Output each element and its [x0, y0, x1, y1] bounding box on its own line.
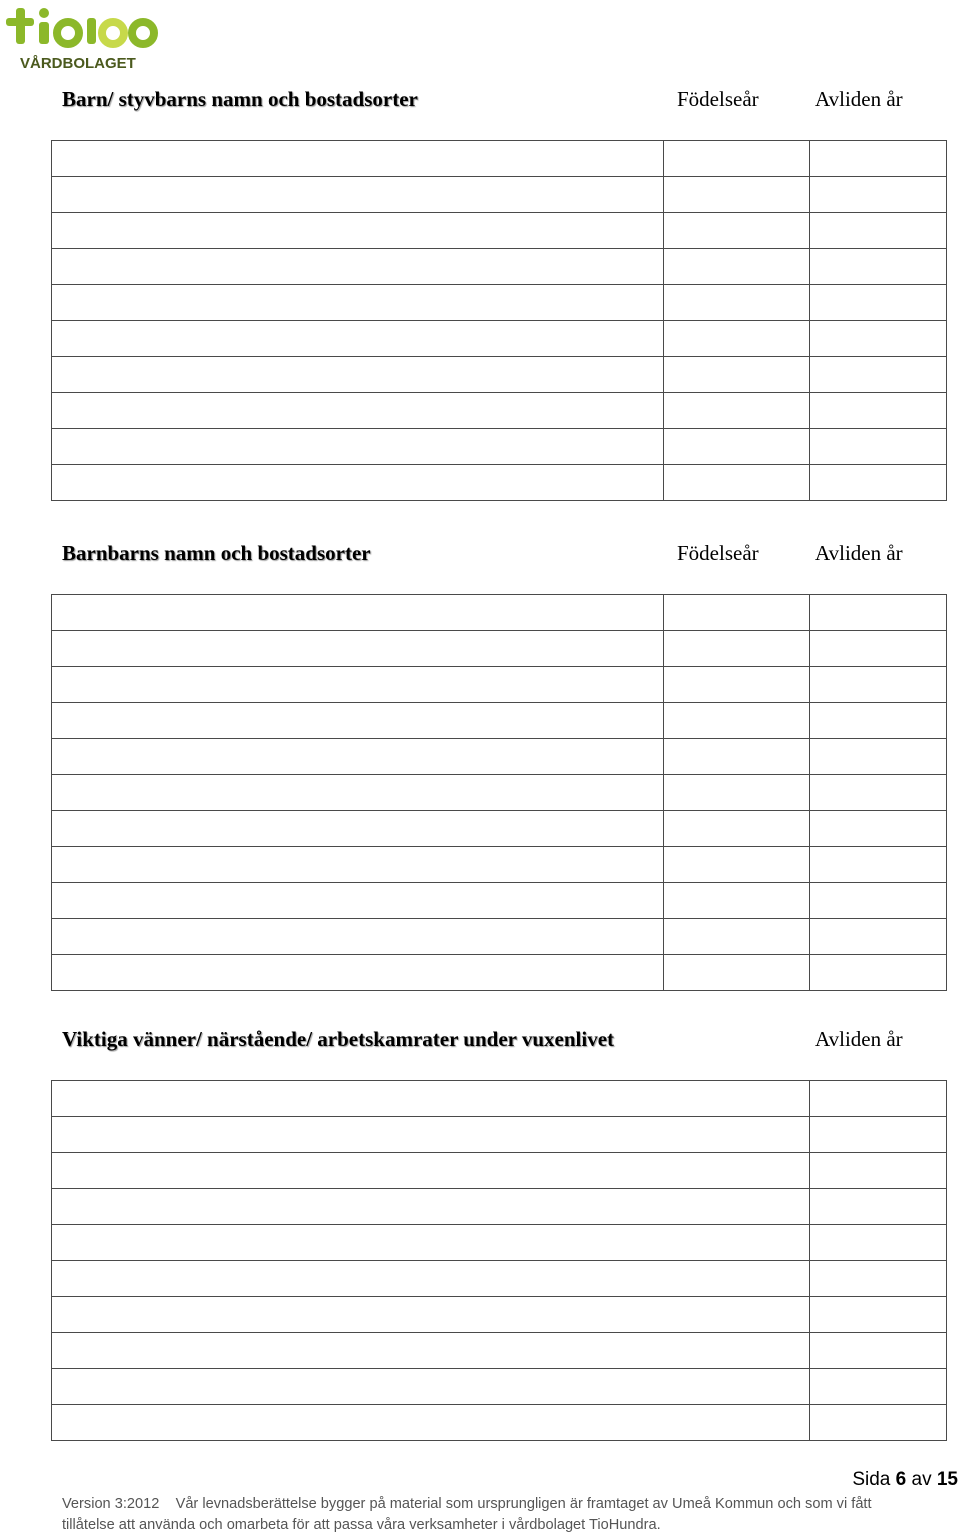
table-row — [52, 595, 947, 631]
table-row — [52, 1405, 947, 1441]
page-current: 6 — [895, 1469, 907, 1490]
table-row — [52, 177, 947, 213]
name-cell[interactable] — [52, 465, 664, 501]
table-row — [52, 1297, 947, 1333]
table-row — [52, 703, 947, 739]
table-row — [52, 1081, 947, 1117]
birth-year-cell[interactable] — [664, 703, 810, 739]
death-year-cell[interactable] — [810, 393, 947, 429]
death-year-cell[interactable] — [810, 667, 947, 703]
name-cell[interactable] — [52, 1405, 810, 1441]
death-year-cell[interactable] — [810, 465, 947, 501]
name-cell[interactable] — [52, 811, 664, 847]
death-year-cell[interactable] — [810, 1189, 947, 1225]
table-row — [52, 1333, 947, 1369]
name-cell[interactable] — [52, 141, 664, 177]
birth-year-cell[interactable] — [664, 357, 810, 393]
birth-year-cell[interactable] — [664, 285, 810, 321]
name-cell[interactable] — [52, 739, 664, 775]
footer-line-2: tillåtelse att använda och omarbeta för att passa våra verksamheter i vårdbolaget TioHundra. — [62, 1517, 661, 1533]
table-row — [52, 1261, 947, 1297]
name-cell[interactable] — [52, 955, 664, 991]
table-row — [52, 465, 947, 501]
footer — [62, 1494, 952, 1536]
logo-subtitle: VÅRDBOLAGET — [20, 55, 136, 72]
death-year-cell[interactable] — [810, 357, 947, 393]
death-year-cell[interactable] — [810, 775, 947, 811]
birth-year-cell[interactable] — [664, 321, 810, 357]
table-row — [52, 739, 947, 775]
table-row — [52, 631, 947, 667]
death-year-cell[interactable] — [810, 213, 947, 249]
birth-year-cell[interactable] — [664, 667, 810, 703]
name-cell[interactable] — [52, 429, 664, 465]
death-year-cell[interactable] — [810, 1117, 947, 1153]
table-row — [52, 1117, 947, 1153]
table-row — [52, 775, 947, 811]
birth-year-cell[interactable] — [664, 739, 810, 775]
birth-year-cell[interactable] — [664, 847, 810, 883]
table-row — [52, 883, 947, 919]
birth-year-cell[interactable] — [664, 919, 810, 955]
table-row — [52, 1225, 947, 1261]
death-year-cell[interactable] — [810, 177, 947, 213]
death-year-cell[interactable] — [810, 141, 947, 177]
column-label-death-year: Avliden år — [815, 87, 903, 111]
table-row — [52, 249, 947, 285]
page-total: 15 — [936, 1469, 958, 1490]
table-children — [51, 140, 947, 501]
table-row — [52, 1153, 947, 1189]
birth-year-cell[interactable] — [664, 393, 810, 429]
name-cell[interactable] — [52, 1081, 810, 1117]
death-year-cell[interactable] — [810, 595, 947, 631]
death-year-cell[interactable] — [810, 285, 947, 321]
birth-year-cell[interactable] — [664, 249, 810, 285]
table-row — [52, 429, 947, 465]
birth-year-cell[interactable] — [664, 465, 810, 501]
death-year-cell[interactable] — [810, 955, 947, 991]
table-row — [52, 811, 947, 847]
death-year-cell[interactable] — [810, 429, 947, 465]
footer-line-1: Version 3:2012 Vår levnadsberättelse bygger på material som ursprungligen är framtaget av Umeå Kommun och som vi fått — [62, 1496, 872, 1512]
birth-year-cell[interactable] — [664, 955, 810, 991]
section-heading-children: Barn/ styvbarns namn och bostadsorter — [62, 87, 418, 111]
death-year-cell[interactable] — [810, 847, 947, 883]
name-cell[interactable] — [52, 1225, 810, 1261]
table-row — [52, 393, 947, 429]
name-cell[interactable] — [52, 703, 664, 739]
death-year-cell[interactable] — [810, 739, 947, 775]
death-year-cell[interactable] — [810, 1153, 947, 1189]
section-heading-grandchildren: Barnbarns namn och bostadsorter — [62, 541, 371, 565]
table-row — [52, 321, 947, 357]
table-grandchildren — [51, 594, 947, 991]
birth-year-cell[interactable] — [664, 429, 810, 465]
table-row — [52, 667, 947, 703]
name-cell[interactable] — [52, 595, 664, 631]
logo-graphic — [4, 4, 164, 74]
column-label-birth-year: Födelseår — [677, 87, 759, 111]
death-year-cell[interactable] — [810, 321, 947, 357]
section-heading-friends: Viktiga vänner/ närstående/ arbetskamrater under vuxenlivet — [62, 1027, 615, 1051]
name-cell[interactable] — [52, 1261, 810, 1297]
birth-year-cell[interactable] — [664, 631, 810, 667]
name-cell[interactable] — [52, 357, 664, 393]
name-cell[interactable] — [52, 285, 664, 321]
page-prefix: Sida — [852, 1469, 891, 1490]
name-cell[interactable] — [52, 883, 664, 919]
name-cell[interactable] — [52, 631, 664, 667]
name-cell[interactable] — [52, 1153, 810, 1189]
column-label-death-year: Avliden år — [815, 1027, 903, 1051]
birth-year-cell[interactable] — [664, 775, 810, 811]
table-row — [52, 1189, 947, 1225]
column-label-birth-year: Födelseår — [677, 541, 759, 565]
death-year-cell[interactable] — [810, 919, 947, 955]
table-row — [52, 955, 947, 991]
birth-year-cell[interactable] — [664, 141, 810, 177]
table-row — [52, 141, 947, 177]
table-row — [52, 847, 947, 883]
name-cell[interactable] — [52, 213, 664, 249]
death-year-cell[interactable] — [810, 1405, 947, 1441]
death-year-cell[interactable] — [810, 1333, 947, 1369]
birth-year-cell[interactable] — [664, 595, 810, 631]
name-cell[interactable] — [52, 321, 664, 357]
table-row — [52, 357, 947, 393]
death-year-cell[interactable] — [810, 1297, 947, 1333]
name-cell[interactable] — [52, 1117, 810, 1153]
name-cell[interactable] — [52, 1333, 810, 1369]
tio100-logo — [4, 4, 164, 74]
table-row — [52, 1369, 947, 1405]
page-number — [852, 1469, 958, 1491]
name-cell[interactable] — [52, 1297, 810, 1333]
name-cell[interactable] — [52, 1189, 810, 1225]
birth-year-cell[interactable] — [664, 213, 810, 249]
death-year-cell[interactable] — [810, 1225, 947, 1261]
name-cell[interactable] — [52, 1369, 810, 1405]
name-cell[interactable] — [52, 919, 664, 955]
name-cell[interactable] — [52, 177, 664, 213]
death-year-cell[interactable] — [810, 883, 947, 919]
table-row — [52, 919, 947, 955]
name-cell[interactable] — [52, 667, 664, 703]
name-cell[interactable] — [52, 393, 664, 429]
column-label-death-year: Avliden år — [815, 541, 903, 565]
death-year-cell[interactable] — [810, 1261, 947, 1297]
table-friends — [51, 1080, 947, 1441]
birth-year-cell[interactable] — [664, 177, 810, 213]
name-cell[interactable] — [52, 775, 664, 811]
death-year-cell[interactable] — [810, 631, 947, 667]
death-year-cell[interactable] — [810, 1369, 947, 1405]
name-cell[interactable] — [52, 249, 664, 285]
death-year-cell[interactable] — [810, 703, 947, 739]
table-row — [52, 213, 947, 249]
name-cell[interactable] — [52, 847, 664, 883]
death-year-cell[interactable] — [810, 811, 947, 847]
page-middle: av — [911, 1469, 932, 1490]
table-row — [52, 285, 947, 321]
birth-year-cell[interactable] — [664, 883, 810, 919]
death-year-cell[interactable] — [810, 1081, 947, 1117]
death-year-cell[interactable] — [810, 249, 947, 285]
birth-year-cell[interactable] — [664, 811, 810, 847]
